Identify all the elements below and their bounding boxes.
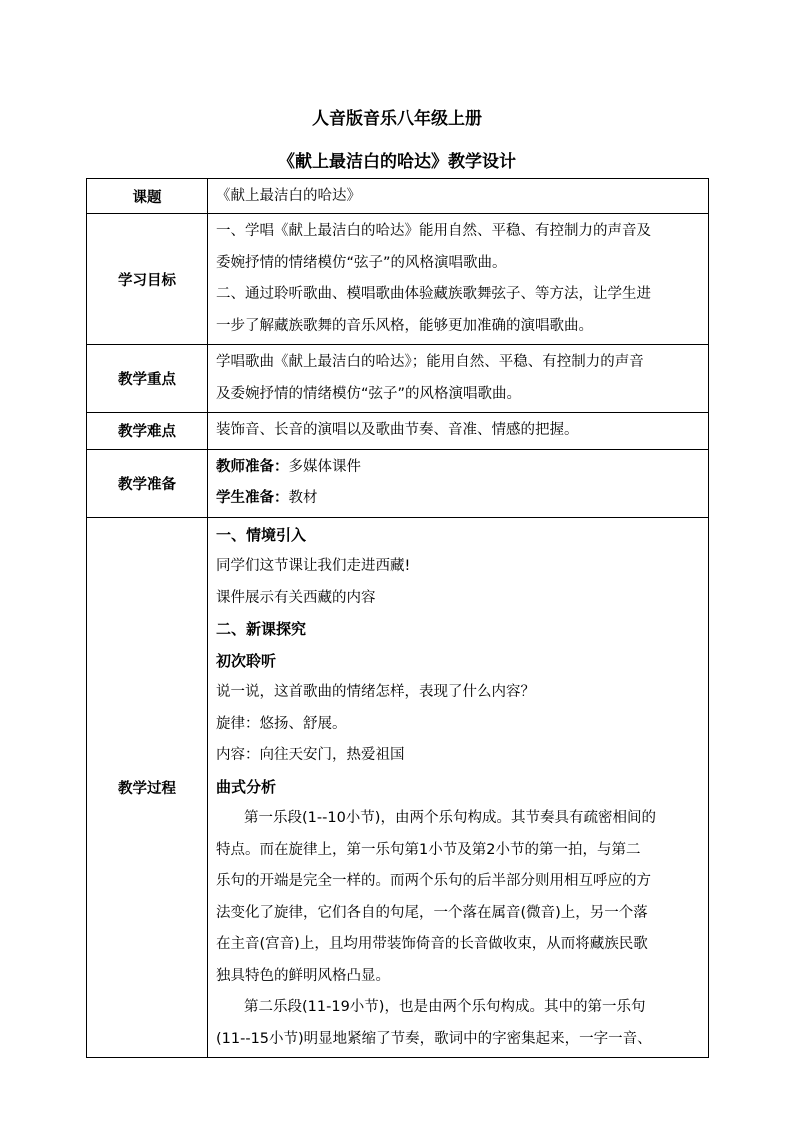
process-text: 同学们这节课让我们走进西藏! [216,558,411,574]
student-prep-label: 学生准备： [216,490,289,506]
teacher-prep-label: 教师准备： [216,458,289,475]
analysis-line: 独具特色的鲜明风格凸显。 [216,967,390,984]
teacher-prep-text: 多媒体课件 [288,458,361,475]
student-prep-line [216,483,702,515]
label-goals: 学习目标 [87,214,208,345]
focus-line: 及委婉抒情的情绪模仿“弦子”的风格演唱歌曲。 [216,385,522,402]
content-topic [208,179,709,214]
label-topic: 课题 [87,179,208,214]
row-goals [87,214,709,345]
content-focus [208,345,709,413]
row-topic [87,179,709,214]
content-difficulty [208,413,709,450]
analysis-line: 第二乐段(11-19小节)，也是由两个乐句构成。其中的第一乐句 [244,999,646,1015]
analysis-line: 法变化了旋律，它们各自的句尾，一个落在属音(微音)上，另一个落 [216,904,648,921]
document-subtitle: 《献上最洁白的哈达》教学设计 [278,152,516,172]
difficulty-text: 装饰音、长音的演唱以及歌曲节奏、音准、情感的把握。 [216,422,579,438]
row-difficulty [87,413,709,450]
label-focus: 教学重点 [87,345,208,413]
subsection-heading: 曲式分析 [216,777,277,796]
label-process: 教学过程 [87,517,208,1058]
section-heading: 一、情境引入 [216,525,307,544]
subsection-heading: 初次聆听 [216,651,277,670]
lesson-plan-table [86,178,709,1058]
analysis-line: 第一乐段(1--10小节)，由两个乐句构成。其节奏具有疏密相间的 [244,810,656,826]
focus-line: 学唱歌曲《献上最洁白的哈达》；能用自然、平稳、有控制力的声音 [216,354,644,370]
analysis-line: 特点。而在旋律上，第一乐句第1小节及第2小节的第一拍，与第二 [216,841,641,858]
process-text: 内容：向往天安门，热爱祖国 [216,747,405,763]
topic-text: 《献上最洁白的哈达》 [216,188,361,204]
goals-line: 委婉抒情的情绪模仿“弦子”的风格演唱歌曲。 [216,254,507,271]
student-prep-text: 教材 [288,490,318,506]
row-prep [87,449,709,517]
analysis-line: (11--15小节)明显地紧缩了节奏，歌词中的字密集起来，一字一音、 [216,1030,652,1047]
goals-line: 一步了解藏族歌舞的音乐风格，能够更加准确的演唱歌曲。 [216,317,593,334]
content-goals [208,214,709,345]
goals-line: 一、学唱《献上最洁白的哈达》能用自然、平稳、有控制力的声音及 [216,223,651,239]
row-focus [87,345,709,413]
process-text: 说一说，这首歌曲的情绪怎样，表现了什么内容？ [216,684,535,700]
goals-line: 二、通过聆听歌曲、模唱歌曲体验藏族歌舞弦子、等方法，让学生进 [216,286,651,302]
row-process [87,517,709,1058]
analysis-line: 在主音(宫音)上，且均用带装饰倚音的长音做收束，从而将藏族民歌 [216,936,648,952]
analysis-line: 乐句的开端是完全一样的。而两个乐句的后半部分则用相互呼应的方 [216,873,651,889]
section-heading: 二、新课探究 [216,620,307,638]
label-difficulty: 教学难点 [87,413,208,450]
process-text: 课件展示有关西藏的内容 [216,589,376,606]
content-prep [208,449,709,517]
label-prep: 教学准备 [87,449,208,517]
process-text: 旋律：悠扬、舒展。 [216,715,347,732]
content-process [208,517,709,1058]
document-title: 人音版音乐八年级上册 [312,109,482,129]
teacher-prep-line [216,452,702,484]
